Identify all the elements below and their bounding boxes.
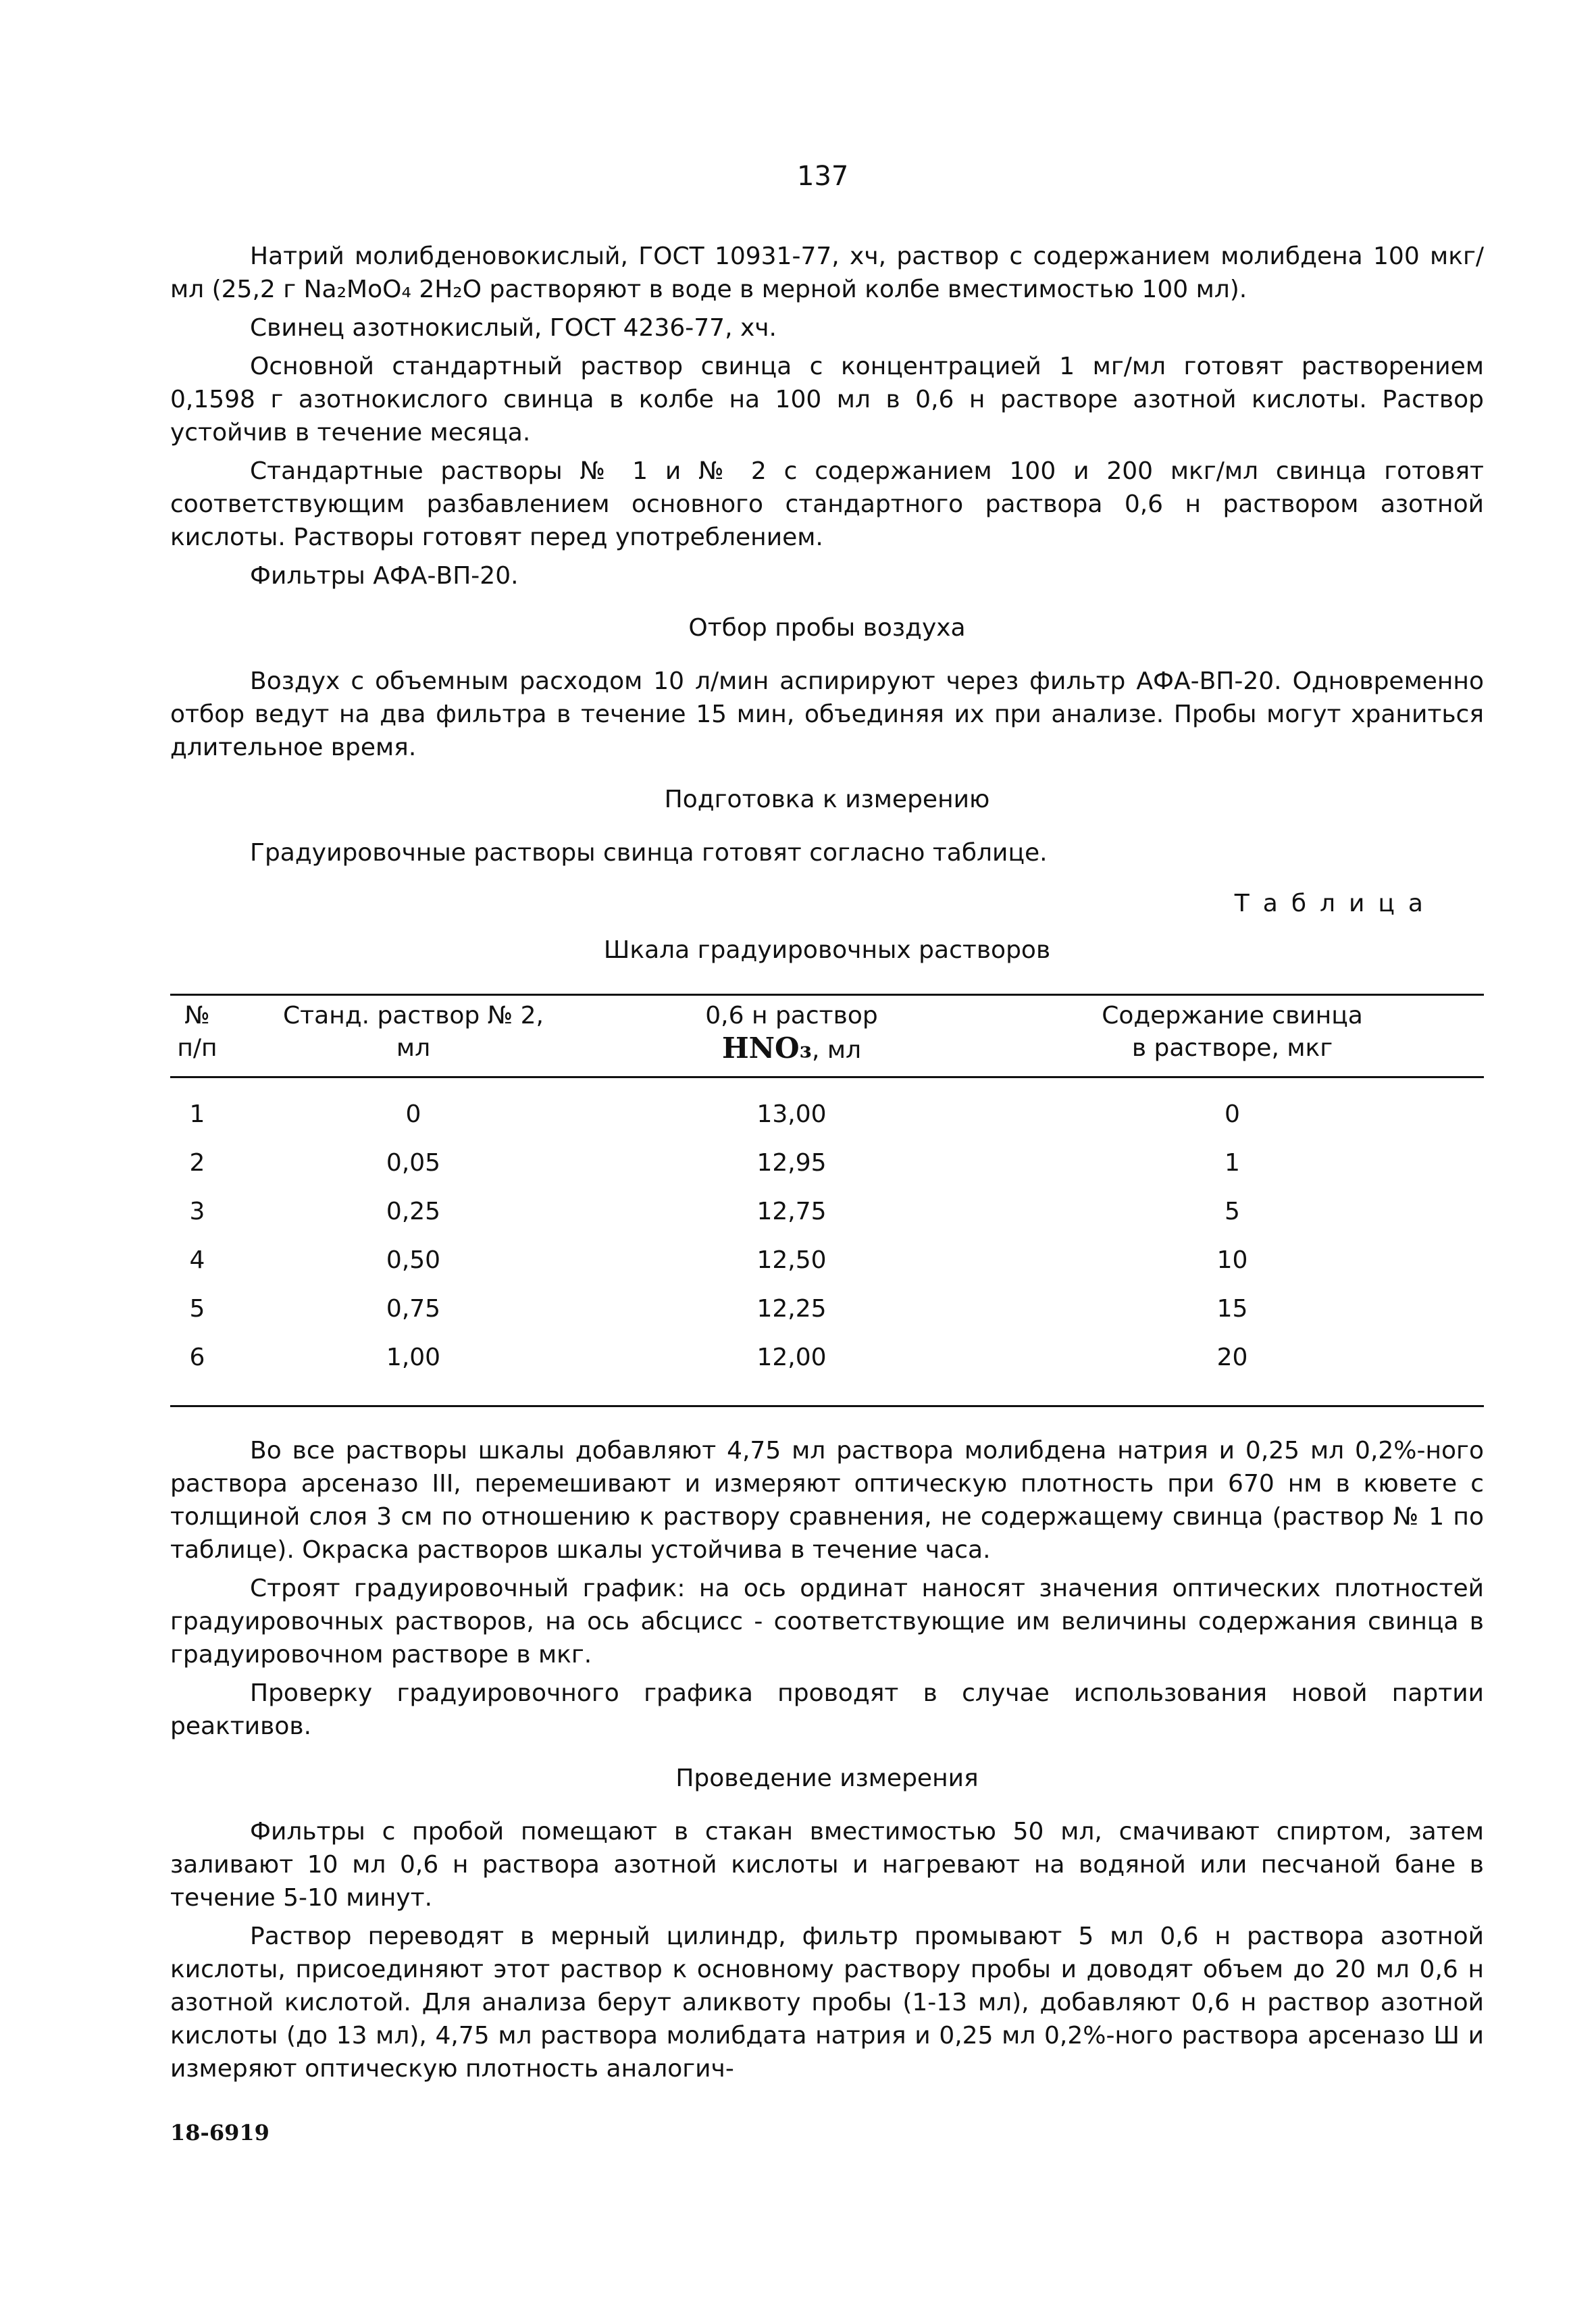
page-content: [170, 240, 1484, 2091]
page-number: 137: [797, 161, 849, 192]
calibration-table: [170, 994, 1484, 1407]
paragraph-sodium-molybdate: Натрий молибденовокислый, ГОСТ 10931-77, хч, раствор с содержанием молибдена 100 мкг/мл (25,2 г Na₂MoO₄ 2H₂O растворяют в воде в мерной колбе вместимостью 100 мл).: [170, 243, 1484, 303]
paragraph-filters: Фильтры АФА-ВП-20.: [250, 562, 519, 590]
hno3-formula: HNO₃: [721, 1032, 812, 1065]
table-title: Шкала градуировочных растворов: [603, 936, 1051, 964]
header-nitric-acid: 0,6 н раствор HNO₃, мл: [705, 1002, 878, 1065]
paragraph-graph-check: Проверку градуировочного графика проводят в случае использования новой партии реактивов.: [170, 1679, 1484, 1740]
heading-preparation: Подготовка к измерению: [664, 786, 990, 813]
table-row: 6 1,00 12,00 20: [189, 1344, 1248, 1371]
paragraph-standard-solutions: Стандартные растворы № 1 и № 2 с содержанием 100 и 200 мкг/мл свинца готовят соответствующим разбавлением основного стандартного раствора 0,6 н раствором азотной кислоты. Растворы готовят перед употреблением.: [170, 457, 1484, 551]
paragraph-measurement-1: Фильтры с пробой помещают в стакан вместимостью 50 мл, смачивают спиртом, затем заливают 10 мл 0,6 н раствора азотной кислоты и нагревают на водяной или песчаной бане в течение 5-10 минут.: [170, 1818, 1484, 1912]
paragraph-preparation: Градуировочные растворы свинца готовят согласно таблице.: [250, 839, 1048, 867]
table-row: 4 0,50 12,50 10: [189, 1246, 1248, 1274]
table-row: 5 0,75 12,25 15: [189, 1295, 1248, 1323]
table-header-row: [170, 995, 1484, 1077]
table-label: Таблица: [1234, 890, 1437, 917]
table-row: 2 0,05 12,95 1: [189, 1149, 1240, 1177]
paragraph-air-sampling: Воздух с объемным расходом 10 л/мин аспирируют через фильтр АФА-ВП-20. Одновременно отбор ведут на два фильтра в течение 15 мин, объединяя их при анализе. Пробы могут храниться длительное время.: [170, 667, 1484, 761]
header-number: № п/п: [177, 1002, 217, 1062]
after-table-section: [170, 1434, 1484, 1743]
heading-measurement: Проведение измерения: [675, 1764, 979, 1792]
heading-air-sampling: Отбор пробы воздуха: [688, 614, 966, 642]
paragraph-scale-additions: Во все растворы шкалы добавляют 4,75 мл раствора молибдена натрия и 0,25 мл 0,2%-ного раствора арсеназо III, перемешивают и измеряют оптическую плотность при 670 нм в кювете с толщиной слоя 3 см по отношению к раствору сравнения, не содержащему свинца (раствор № 1 по таблице). Окраска растворов шкалы устойчива в течение часа.: [170, 1437, 1484, 1564]
header-lead-content: Содержание свинца в растворе, мкг: [1102, 1002, 1363, 1062]
footer-code: 18-6919: [170, 2120, 269, 2145]
table-row: 3 0,25 12,75 5: [189, 1198, 1240, 1225]
paragraph-lead-nitrate: Свинец азотнокислый, ГОСТ 4236-77, хч.: [250, 314, 777, 342]
paragraph-measurement-2: Раствор переводят в мерный цилиндр, фильтр промывают 5 мл 0,6 н раствора азотной кислоты, присоединяют этот раствор к основному раствору пробы и доводят объем до 20 мл 0,6 н азотной кислотой. Для анализа берут аликвоту пробы (1-13 мл), добавляют 0,6 н раствор азотной кислоты (до 13 мл), 4,75 мл раствора молибдата натрия и 0,25 мл 0,2%-ного раствора арсеназо Ш и измеряют оптическую плотность аналогич-: [170, 1923, 1484, 2083]
table-row: 1 0 13,00 0: [189, 1100, 1240, 1128]
paragraph-calibration-graph: Строят градуировочный график: на ось ординат наносят значения оптических плотностей градуировочных растворов, на ось абсцисс - соответствующие им величины содержания свинца в градуировочном растворе в мкг.: [170, 1575, 1484, 1669]
header-standard-solution: Станд. раствор № 2, мл: [283, 1002, 544, 1062]
paragraph-stock-solution: Основной стандартный раствор свинца с концентрацией 1 мг/мл готовят растворением 0,1598 г азотнокислого свинца в колбе на 100 мл в 0,6 н растворе азотной кислоты. Раствор устойчив в течение месяца.: [170, 353, 1484, 447]
